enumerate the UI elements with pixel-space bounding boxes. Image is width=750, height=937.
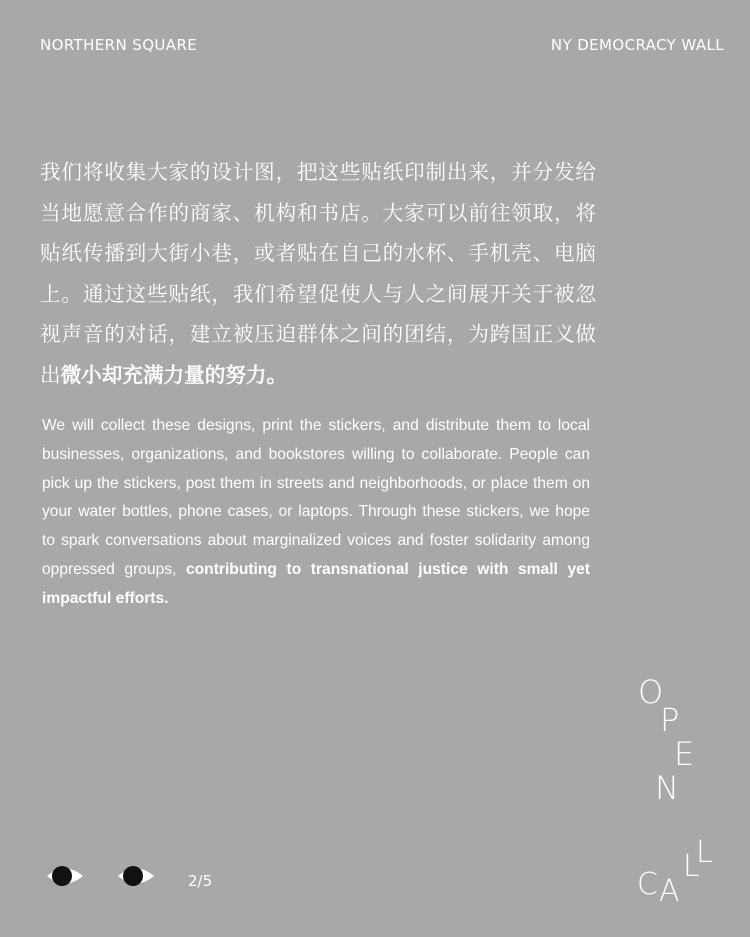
open-letter-p: P: [660, 701, 680, 739]
open-letter-e: E: [674, 735, 695, 773]
open-letter-o: O: [638, 673, 664, 711]
english-text: We will collect these designs, print the stickers, and distribute them to local businesses, organizations, and bookstores willing to collaborate. People can pick up the stickers, post them in streets and neighborhoods, or place them on your water bottles, phone cases, or laptops. Through these stickers, we hope to spark conversations about marginalized voices and foster solidarity among oppressed groups,: [42, 417, 590, 578]
open-letter-n: N: [655, 769, 679, 807]
english-bold-text: contributing to transnational justice with small yet impactful efforts.: [42, 560, 590, 607]
english-paragraph: [42, 412, 590, 614]
call-letter-a: A: [659, 874, 680, 909]
call-letter-l2: L: [696, 835, 713, 870]
page-indicator: 2/5: [188, 872, 213, 890]
call-letter-l1: L: [683, 849, 700, 884]
chinese-paragraph: [40, 152, 596, 395]
chinese-bold-text: 微小却充满力量的努力。: [60, 362, 288, 387]
chinese-text: 我们将收集大家的设计图，把这些贴纸印制出来，并分发给当地愿意合作的商家、机构和书店。大家可以前往领取，将贴纸传播到大街小巷，或者贴在自己的水杯、手机壳、电脑上。通过这些贴纸，我们希望促使人与人之间展开关于被忽视声音的对话，建立被压迫群体之间的团结，为跨国正义做出: [40, 160, 596, 387]
eyes-group: [46, 865, 155, 887]
eye-icon: [117, 865, 155, 887]
call-letter-c: C: [637, 867, 658, 902]
header-right-title: NY DEMOCRACY WALL: [550, 36, 724, 54]
header-left-title: NORTHERN SQUARE: [40, 36, 198, 54]
eye-icon: [46, 865, 84, 887]
